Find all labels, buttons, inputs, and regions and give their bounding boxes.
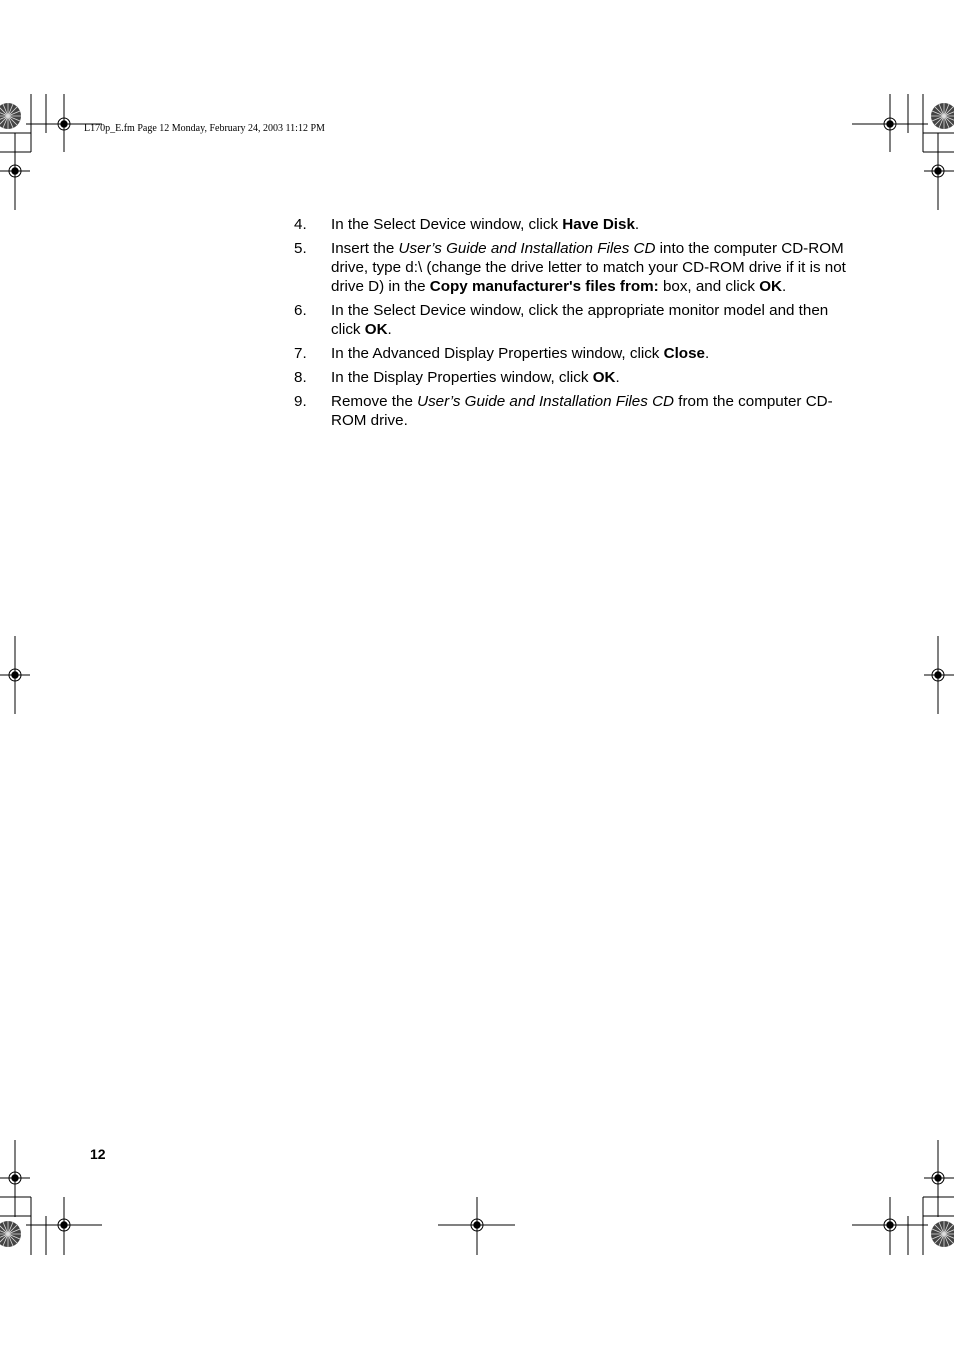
have-disk-label: Have Disk — [562, 216, 635, 233]
cd-title: User’s Guide and Installation Files CD — [417, 393, 675, 410]
close-label: Close — [663, 345, 705, 362]
step-number: 4. — [294, 216, 307, 233]
step-5 — [294, 239, 846, 296]
step-9 — [294, 392, 846, 430]
ok-label: OK — [592, 369, 616, 386]
step-number: 9. — [294, 393, 307, 410]
step-text: In the Display Properties window, click OK. — [331, 369, 620, 386]
step-7 — [294, 344, 846, 363]
file-info-header: L170p_E.fm Page 12 Monday, February 24, 2003 11:12 PM — [84, 123, 325, 134]
ok-label: OK — [759, 278, 782, 295]
step-6 — [294, 301, 846, 339]
step-number: 5. — [294, 240, 307, 257]
instruction-steps — [294, 215, 846, 435]
step-text: In the Select Device window, click the appropriate monitor model and then click OK. — [331, 302, 829, 338]
step-text: Remove the User’s Guide and Installation Files CD from the computer CD-ROM drive. — [331, 393, 833, 429]
step-number: 6. — [294, 302, 307, 319]
cd-title: User’s Guide and Installation Files CD — [398, 240, 656, 257]
step-number: 7. — [294, 345, 307, 362]
step-text: In the Select Device window, click Have Disk. — [331, 216, 640, 233]
step-8 — [294, 368, 846, 387]
ok-label: OK — [364, 321, 388, 338]
page-number: 12 — [90, 1146, 106, 1162]
step-4 — [294, 215, 846, 234]
copy-files-label: Copy manufacturer's files from: — [429, 278, 659, 295]
step-text: In the Advanced Display Properties window, click Close. — [331, 345, 710, 362]
step-text: Insert the User’s Guide and Installation Files CD into the computer CD-ROM drive, type d:\ (change the drive letter to match your CD-ROM drive if it is not drive D) in the Copy manufacturer's files from: box, and click OK. — [331, 240, 846, 295]
step-number: 8. — [294, 369, 307, 386]
